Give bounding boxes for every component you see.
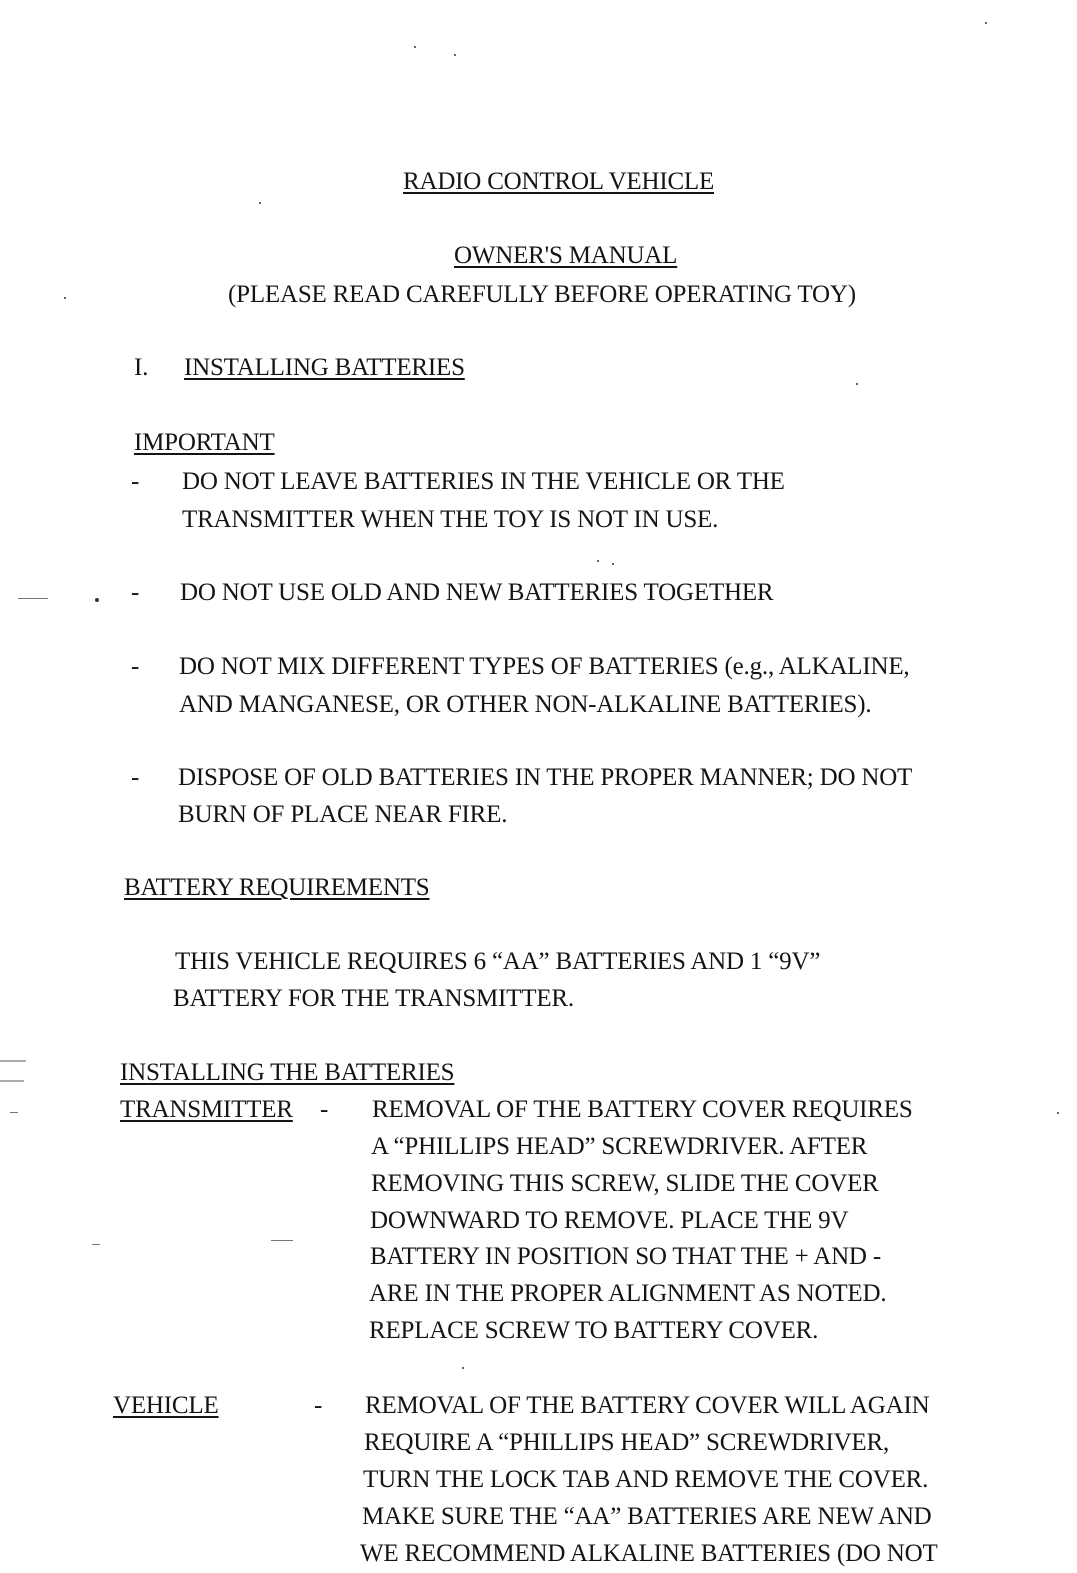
- vehicle-label: VEHICLE: [113, 1392, 219, 1419]
- important-item-2-line-1: DO NOT USE OLD AND NEW BATTERIES TOGETHER: [180, 579, 774, 606]
- scan-speck: [64, 297, 66, 299]
- bullet-dash: -: [131, 764, 140, 791]
- transmitter-line: ARE IN THE PROPER ALIGNMENT AS NOTED.: [369, 1280, 887, 1307]
- scan-mark: [10, 1112, 18, 1113]
- transmitter-line: REPLACE SCREW TO BATTERY COVER.: [369, 1317, 819, 1344]
- vehicle-line: TURN THE LOCK TAB AND REMOVE THE COVER.: [363, 1466, 929, 1493]
- read-carefully-notice: (PLEASE READ CAREFULLY BEFORE OPERATING TOY): [228, 281, 856, 308]
- installing-heading: INSTALLING THE BATTERIES: [120, 1059, 455, 1086]
- scan-speck: [414, 46, 416, 48]
- important-item-3-line-1: DO NOT MIX DIFFERENT TYPES OF BATTERIES (e.g., ALKALINE,: [179, 653, 910, 680]
- transmitter-line: A “PHILLIPS HEAD” SCREWDRIVER. AFTER: [371, 1133, 868, 1160]
- scan-speck: [985, 22, 987, 24]
- vehicle-line: WE RECOMMEND ALKALINE BATTERIES (DO NOT: [360, 1540, 938, 1567]
- vehicle-line: REMOVAL OF THE BATTERY COVER WILL AGAIN: [365, 1392, 930, 1419]
- vehicle-dash: -: [314, 1392, 323, 1419]
- section-heading: INSTALLING BATTERIES: [184, 354, 465, 381]
- transmitter-line: DOWNWARD TO REMOVE. PLACE THE 9V: [370, 1207, 849, 1234]
- important-item-3-line-2: AND MANGANESE, OR OTHER NON-ALKALINE BATTERIES).: [179, 691, 872, 718]
- battery-requirements-heading: BATTERY REQUIREMENTS: [124, 874, 430, 901]
- bullet-dash: -: [131, 579, 140, 606]
- scan-mark: [0, 1060, 26, 1062]
- transmitter-line: REMOVING THIS SCREW, SLIDE THE COVER: [371, 1170, 879, 1197]
- vehicle-line: REQUIRE A “PHILLIPS HEAD” SCREWDRIVER,: [364, 1429, 890, 1456]
- scan-mark: [271, 1240, 293, 1241]
- scan-mark: [18, 598, 48, 599]
- scan-speck: [856, 383, 858, 385]
- scan-speck: [612, 563, 614, 565]
- scan-speck: [454, 54, 456, 56]
- important-item-4-line-1: DISPOSE OF OLD BATTERIES IN THE PROPER MANNER; DO NOT: [178, 764, 913, 791]
- transmitter-line: REMOVAL OF THE BATTERY COVER REQUIRES: [372, 1096, 913, 1123]
- battery-requirements-line-2: BATTERY FOR THE TRANSMITTER.: [173, 985, 574, 1012]
- transmitter-label: TRANSMITTER: [120, 1096, 293, 1123]
- section-number: I.: [134, 354, 149, 381]
- document-title: RADIO CONTROL VEHICLE: [403, 168, 715, 195]
- transmitter-dash: -: [320, 1096, 329, 1123]
- bullet-dash: -: [131, 653, 140, 680]
- scan-speck: [259, 202, 261, 204]
- scan-speck: [95, 598, 99, 602]
- vehicle-line: MAKE SURE THE “AA” BATTERIES ARE NEW AND: [362, 1503, 932, 1530]
- important-item-4-line-2: BURN OF PLACE NEAR FIRE.: [178, 801, 508, 828]
- important-heading: IMPORTANT: [134, 429, 275, 456]
- scan-speck: [597, 560, 599, 562]
- scan-speck: [1057, 1112, 1059, 1114]
- battery-requirements-line-1: THIS VEHICLE REQUIRES 6 “AA” BATTERIES AND 1 “9V”: [175, 948, 821, 975]
- scan-mark: [0, 1080, 24, 1082]
- transmitter-line: BATTERY IN POSITION SO THAT THE + AND -: [370, 1243, 881, 1270]
- important-item-1-line-2: TRANSMITTER WHEN THE TOY IS NOT IN USE.: [182, 506, 719, 533]
- scan-mark: [92, 1244, 100, 1245]
- bullet-dash: -: [131, 468, 140, 495]
- scan-speck: [462, 1367, 464, 1369]
- document-subtitle: OWNER'S MANUAL: [454, 242, 678, 269]
- important-item-1-line-1: DO NOT LEAVE BATTERIES IN THE VEHICLE OR THE: [182, 468, 785, 495]
